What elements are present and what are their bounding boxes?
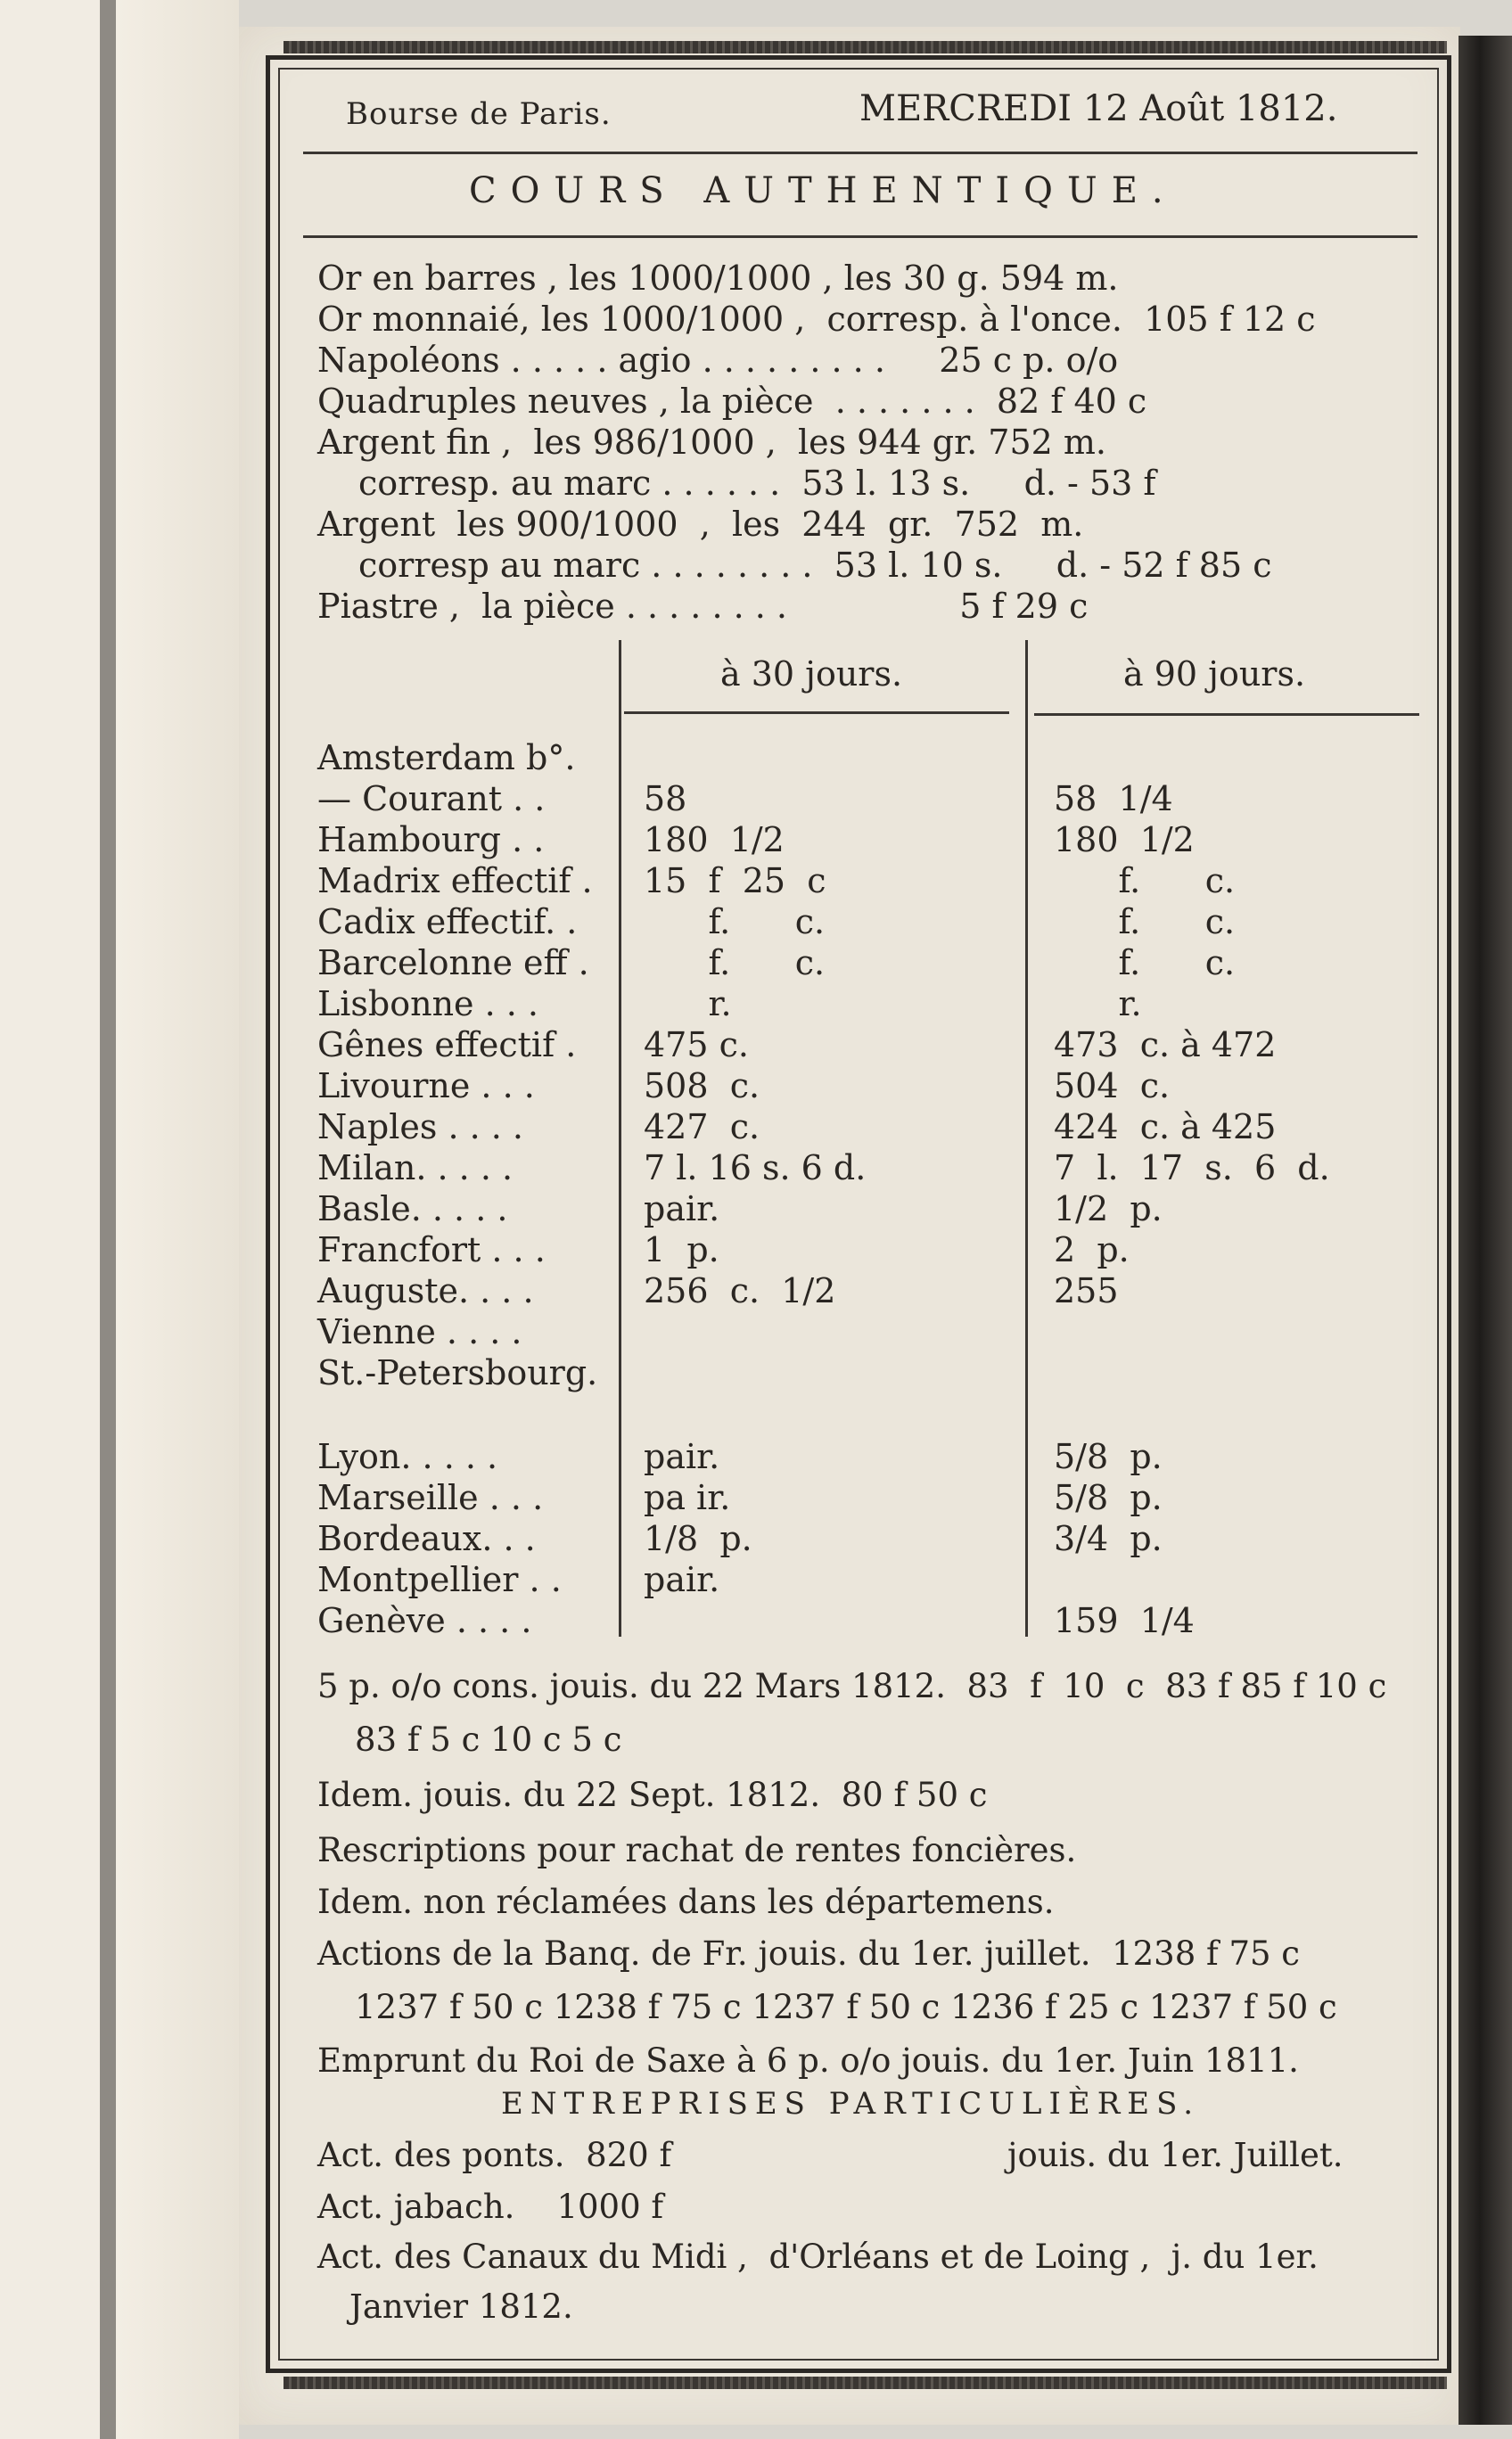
- col-rule-30: [624, 711, 1009, 714]
- exchange-30j: f. c.: [644, 902, 826, 941]
- exchange-90j: 180 1/2: [1054, 820, 1195, 859]
- exchange-30j: pair.: [644, 1560, 720, 1599]
- exchange-90j: 2 p.: [1054, 1230, 1130, 1269]
- exchange-30j: 475 c.: [644, 1025, 749, 1064]
- fund-line: Rescriptions pour rachat de rentes foncières.: [317, 1831, 1077, 1869]
- fund-line: 1237 f 50 c 1238 f 75 c 1237 f 50 c 1236 f 25 c 1237 f 50 c: [355, 1988, 1337, 2026]
- metal-line: Piastre , la pièce . . . . . . . . 5 f 29 c: [317, 587, 1089, 626]
- exchange-place: Montpellier . .: [317, 1560, 562, 1599]
- fund-line: 83 f 5 c 10 c 5 c: [355, 1720, 622, 1759]
- exchange-place: St.-Petersbourg.: [317, 1353, 598, 1392]
- exchange-place: Hambourg . .: [317, 820, 545, 859]
- title-rule: [303, 235, 1418, 238]
- section-title: ENTREPRISES PARTICULIÈRES.: [501, 2086, 1201, 2122]
- exchange-30j: 256 c. 1/2: [644, 1271, 836, 1310]
- header-date: MERCREDI 12 Août 1812.: [859, 88, 1338, 129]
- exchange-90j: 3/4 p.: [1054, 1519, 1163, 1558]
- exchange-90j: 5/8 p.: [1054, 1478, 1163, 1517]
- exchange-90j: 5/8 p.: [1054, 1437, 1163, 1476]
- exchange-place: Livourne . . .: [317, 1066, 535, 1105]
- exchange-30j: 427 c.: [644, 1107, 760, 1146]
- exchange-place: Amsterdam b°.: [317, 738, 576, 777]
- exchange-90j: 58 1/4: [1054, 779, 1173, 818]
- metal-line: Argent les 900/1000 , les 244 gr. 752 m.: [317, 505, 1084, 544]
- exchange-30j: pa ir.: [644, 1478, 731, 1517]
- page-gutter: [116, 0, 239, 2439]
- exchange-place: Lyon. . . . .: [317, 1437, 498, 1476]
- fund-line: 5 p. o/o cons. jouis. du 22 Mars 1812. 83 f 10 c 83 f 85 f 10 c: [317, 1667, 1387, 1705]
- fund-line: Actions de la Banq. de Fr. jouis. du 1er. juillet. 1238 f 75 c: [317, 1934, 1301, 1973]
- exchange-30j: r.: [644, 984, 732, 1023]
- exchange-place: Barcelonne eff .: [317, 943, 589, 982]
- top-ornament-rule: [284, 41, 1447, 53]
- exchange-90j: 424 c. à 425: [1054, 1107, 1277, 1146]
- exchange-90j: 255: [1054, 1271, 1119, 1310]
- fund-line: Emprunt du Roi de Saxe à 6 p. o/o jouis. du 1er. Juin 1811.: [317, 2041, 1299, 2080]
- exchange-90j: f. c.: [1054, 902, 1236, 941]
- exchange-place: Gênes effectif .: [317, 1025, 577, 1064]
- metal-line: Quadruples neuves , la pièce . . . . . . . 82 f 40 c: [317, 382, 1147, 421]
- exchange-place: Milan. . . . .: [317, 1148, 514, 1187]
- header-left: Bourse de Paris.: [346, 96, 612, 132]
- exchange-90j: 7 l. 17 s. 6 d.: [1054, 1148, 1330, 1187]
- exchange-place: Lisbonne . . .: [317, 984, 539, 1023]
- exchange-30j: 1 p.: [644, 1230, 719, 1269]
- enterprise-line: Act. des ponts. 820 f: [317, 2136, 672, 2174]
- exchange-90j: 1/2 p.: [1054, 1189, 1163, 1228]
- col-rule-90: [1034, 713, 1419, 716]
- header-rule: [303, 152, 1418, 154]
- exchange-place: Basle. . . . .: [317, 1189, 508, 1228]
- metal-line: Or en barres , les 1000/1000 , les 30 g. 594 m.: [317, 259, 1119, 298]
- exchange-30j: 180 1/2: [644, 820, 785, 859]
- exchange-90j: f. c.: [1054, 861, 1236, 900]
- fund-line: Idem. non réclamées dans les départemens.: [317, 1883, 1055, 1921]
- book-edge: [1459, 36, 1512, 2425]
- exchange-place: Naples . . . .: [317, 1107, 524, 1146]
- exchange-30j: 58: [644, 779, 687, 818]
- exchange-place: Cadix effectif. .: [317, 902, 578, 941]
- metal-line: Or monnaié, les 1000/1000 , corresp. à l'once. 105 f 12 c: [317, 300, 1316, 339]
- exchange-30j: f. c.: [644, 943, 826, 982]
- bottom-ornament-rule: [284, 2377, 1447, 2389]
- exchange-30j: 15 f 25 c: [644, 861, 826, 900]
- exchange-place: — Courant . .: [317, 779, 546, 818]
- exchange-30j: pair.: [644, 1189, 720, 1228]
- col-header-30: à 30 jours.: [720, 654, 903, 694]
- metal-line: corresp. au marc . . . . . . 53 l. 13 s. d. - 53 f: [358, 464, 1156, 503]
- enterprise-line: Janvier 1812.: [349, 2287, 573, 2326]
- exchange-place: Auguste. . . .: [317, 1271, 534, 1310]
- exchange-place: Francfort . . .: [317, 1230, 546, 1269]
- exchange-place: Marseille . . .: [317, 1478, 544, 1517]
- exchange-place: Bordeaux. . .: [317, 1519, 536, 1558]
- exchange-30j: pair.: [644, 1437, 720, 1476]
- facing-page-edge: [0, 0, 100, 2439]
- page-title: COURS AUTHENTIQUE.: [469, 170, 1178, 211]
- fund-line: Idem. jouis. du 22 Sept. 1812. 80 f 50 c: [317, 1776, 988, 1814]
- table-divider-left: [619, 640, 621, 1637]
- exchange-90j: r.: [1054, 984, 1142, 1023]
- enterprise-note: jouis. du 1er. Juillet.: [1007, 2136, 1344, 2174]
- enterprise-line: Act. des Canaux du Midi , d'Orléans et de Loing , j. du 1er.: [317, 2238, 1319, 2276]
- metal-line: Napoléons . . . . . agio . . . . . . . . . 25 c p. o/o: [317, 341, 1119, 380]
- metal-line: Argent fin , les 986/1000 , les 944 gr. 752 m.: [317, 423, 1106, 462]
- col-header-90: à 90 jours.: [1123, 654, 1306, 694]
- exchange-90j: f. c.: [1054, 943, 1236, 982]
- exchange-place: Genève . . . .: [317, 1601, 532, 1640]
- exchange-30j: 7 l. 16 s. 6 d.: [644, 1148, 867, 1187]
- exchange-90j: 473 c. à 472: [1054, 1025, 1277, 1064]
- exchange-90j: 504 c.: [1054, 1066, 1171, 1105]
- enterprise-line: Act. jabach. 1000 f: [317, 2188, 664, 2226]
- exchange-30j: 1/8 p.: [644, 1519, 752, 1558]
- exchange-90j: 159 1/4: [1054, 1601, 1195, 1640]
- table-divider-right: [1025, 640, 1028, 1637]
- exchange-place: Vienne . . . .: [317, 1312, 522, 1351]
- exchange-30j: 508 c.: [644, 1066, 760, 1105]
- metal-line: corresp au marc . . . . . . . . 53 l. 10 s. d. - 52 f 85 c: [358, 546, 1272, 585]
- exchange-place: Madrix effectif .: [317, 861, 593, 900]
- binding-shadow: [100, 0, 116, 2439]
